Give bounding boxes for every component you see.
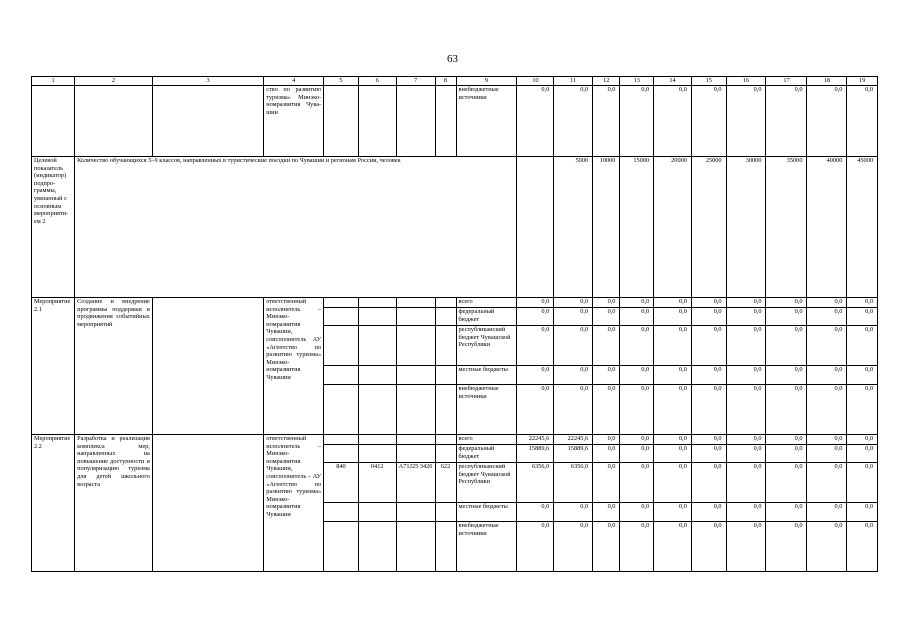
value-cell: 0,0 <box>847 298 878 308</box>
value-cell: 0,0 <box>554 385 593 435</box>
value-cell: 0,0 <box>691 435 726 445</box>
empty-cell <box>396 326 435 366</box>
column-number: 16 <box>726 77 766 86</box>
value-cell: 22245,6 <box>517 435 554 445</box>
column-number: 3 <box>152 77 263 86</box>
column-number: 2 <box>75 77 153 86</box>
column-number: 19 <box>847 77 878 86</box>
value-cell: 0,0 <box>517 366 554 385</box>
column-number: 9 <box>456 77 517 86</box>
value-cell: 0,0 <box>766 308 807 326</box>
value-cell: 0,0 <box>807 86 847 157</box>
empty-cell <box>396 385 435 435</box>
value-cell: 0,0 <box>620 298 654 308</box>
empty-cell <box>324 385 359 435</box>
value-cell: 0,0 <box>554 298 593 308</box>
empty-cell <box>396 522 435 572</box>
value-cell: 0,0 <box>654 435 692 445</box>
value-cell: 0,0 <box>847 86 878 157</box>
empty-cell <box>517 157 554 298</box>
value-cell: 0,0 <box>554 326 593 366</box>
column-number: 14 <box>654 77 692 86</box>
measure-name: Мероприятие 2.1 <box>32 298 75 435</box>
value-cell: 0,0 <box>554 503 593 522</box>
value-cell: 0,0 <box>691 385 726 435</box>
value-cell: 0,0 <box>807 522 847 572</box>
value-cell: 0,0 <box>593 385 620 435</box>
code-cell: А71J25 3420 <box>396 463 435 503</box>
empty-cell <box>396 445 435 463</box>
value-cell: 0,0 <box>726 326 766 366</box>
value-cell: 0,0 <box>807 385 847 435</box>
value-cell: 0,0 <box>654 385 692 435</box>
empty-cell <box>358 385 396 435</box>
empty-cell <box>324 298 359 308</box>
value-cell: 0,0 <box>847 445 878 463</box>
value-cell: 0,0 <box>766 463 807 503</box>
value-cell: 0,0 <box>593 522 620 572</box>
code-cell: 622 <box>435 463 456 503</box>
table-row <box>32 435 878 445</box>
indicator-value: 5000 <box>554 157 593 298</box>
empty-cell <box>396 298 435 308</box>
empty-cell <box>324 522 359 572</box>
empty-cell <box>358 522 396 572</box>
source-cell: внебюджетные источники <box>456 522 517 572</box>
code-cell: 0412 <box>358 463 396 503</box>
empty-cell <box>396 86 435 157</box>
value-cell: 0,0 <box>766 86 807 157</box>
value-cell: 0,0 <box>691 366 726 385</box>
value-cell: 0,0 <box>691 298 726 308</box>
column-number: 5 <box>324 77 359 86</box>
indicator-value: 15000 <box>620 157 654 298</box>
value-cell: 0,0 <box>847 435 878 445</box>
empty-cell <box>358 366 396 385</box>
empty-cell <box>324 326 359 366</box>
indicator-row <box>32 157 878 298</box>
value-cell: 0,0 <box>620 445 654 463</box>
value-cell: 0,0 <box>620 463 654 503</box>
column-number: 17 <box>766 77 807 86</box>
value-cell: 0,0 <box>620 503 654 522</box>
value-cell: 0,0 <box>726 522 766 572</box>
empty-cell <box>358 503 396 522</box>
source-cell: республиканский бюджет Чувашской Республики <box>456 326 517 366</box>
source-cell: федеральный бюджет <box>456 308 517 326</box>
value-cell: 0,0 <box>766 326 807 366</box>
source-cell: федеральный бюджет <box>456 445 517 463</box>
value-cell: 0,0 <box>620 366 654 385</box>
value-cell: 0,0 <box>691 445 726 463</box>
column-number: 13 <box>620 77 654 86</box>
value-cell: 0,0 <box>766 385 807 435</box>
code-cell: 840 <box>324 463 359 503</box>
value-cell: 0,0 <box>726 86 766 157</box>
value-cell: 0,0 <box>593 86 620 157</box>
empty-cell <box>435 308 456 326</box>
value-cell: 0,0 <box>766 445 807 463</box>
empty-cell <box>358 308 396 326</box>
value-cell: 0,0 <box>593 298 620 308</box>
value-cell: 15889,6 <box>554 445 593 463</box>
empty-cell <box>152 298 263 435</box>
value-cell: 0,0 <box>517 385 554 435</box>
source-cell: местные бюджеты <box>456 366 517 385</box>
value-cell: 0,0 <box>517 503 554 522</box>
value-cell: 0,0 <box>554 308 593 326</box>
value-cell: 6356,0 <box>517 463 554 503</box>
value-cell: 0,0 <box>847 522 878 572</box>
source-cell: внебюджетные источники <box>456 86 517 157</box>
empty-cell <box>435 385 456 435</box>
empty-cell <box>75 86 153 157</box>
value-cell: 0,0 <box>654 463 692 503</box>
value-cell: 0,0 <box>847 503 878 522</box>
value-cell: 0,0 <box>807 445 847 463</box>
empty-cell <box>152 86 263 157</box>
measure-description: Создание и внедрение программы поддержки и продвижения событийных мероприятий <box>75 298 153 435</box>
indicator-value: 20000 <box>654 157 692 298</box>
value-cell: 0,0 <box>726 308 766 326</box>
column-number: 1 <box>32 77 75 86</box>
value-cell: 0,0 <box>654 503 692 522</box>
value-cell: 0,0 <box>654 298 692 308</box>
value-cell: 0,0 <box>726 366 766 385</box>
column-number: 12 <box>593 77 620 86</box>
empty-cell <box>396 366 435 385</box>
value-cell: 0,0 <box>766 366 807 385</box>
value-cell: 0,0 <box>807 326 847 366</box>
column-number: 8 <box>435 77 456 86</box>
value-cell: 0,0 <box>691 326 726 366</box>
value-cell: 0,0 <box>593 445 620 463</box>
value-cell: 0,0 <box>593 308 620 326</box>
value-cell: 0,0 <box>620 86 654 157</box>
value-cell: 0,0 <box>517 522 554 572</box>
column-number: 18 <box>807 77 847 86</box>
value-cell: 0,0 <box>691 86 726 157</box>
empty-cell <box>32 86 75 157</box>
indicator-text: Количество обучающихся 5–9 классов, направленных в туристические поездки по Чувашии и регионам России, человек <box>75 157 517 298</box>
indicator-value: 40000 <box>807 157 847 298</box>
value-cell: 0,0 <box>807 503 847 522</box>
value-cell: 0,0 <box>620 522 654 572</box>
value-cell: 0,0 <box>766 435 807 445</box>
column-number: 10 <box>517 77 554 86</box>
value-cell: 0,0 <box>691 463 726 503</box>
empty-cell <box>324 308 359 326</box>
value-cell: 0,0 <box>726 463 766 503</box>
value-cell: 0,0 <box>847 326 878 366</box>
column-number-row <box>32 77 878 86</box>
value-cell: 0,0 <box>807 435 847 445</box>
empty-cell <box>358 326 396 366</box>
source-cell: всего <box>456 435 517 445</box>
indicator-value: 35000 <box>766 157 807 298</box>
empty-cell <box>358 86 396 157</box>
empty-cell <box>324 86 359 157</box>
continued-row <box>32 86 878 157</box>
value-cell: 0,0 <box>554 366 593 385</box>
source-cell: внебюджетные источники <box>456 385 517 435</box>
value-cell: 0,0 <box>766 298 807 308</box>
empty-cell <box>358 445 396 463</box>
empty-cell <box>324 435 359 445</box>
column-number: 15 <box>691 77 726 86</box>
source-cell: местные бюджеты <box>456 503 517 522</box>
value-cell: 0,0 <box>654 86 692 157</box>
value-cell: 0,0 <box>654 522 692 572</box>
value-cell: 22245,6 <box>554 435 593 445</box>
value-cell: 0,0 <box>593 366 620 385</box>
value-cell: 0,0 <box>654 326 692 366</box>
value-cell: 0,0 <box>554 86 593 157</box>
value-cell: 0,0 <box>691 503 726 522</box>
empty-cell <box>435 522 456 572</box>
empty-cell <box>435 326 456 366</box>
value-cell: 0,0 <box>517 308 554 326</box>
value-cell: 0,0 <box>517 326 554 366</box>
value-cell: 0,0 <box>847 366 878 385</box>
empty-cell <box>435 86 456 157</box>
source-cell: республиканский бюджет Чувашской Республики <box>456 463 517 503</box>
empty-cell <box>324 445 359 463</box>
empty-cell <box>358 298 396 308</box>
value-cell: 0,0 <box>593 463 620 503</box>
value-cell: 0,0 <box>766 522 807 572</box>
empty-cell <box>435 298 456 308</box>
source-cell: всего <box>456 298 517 308</box>
value-cell: 6356,0 <box>554 463 593 503</box>
executor-cell: ответственный исполнитель – Минэкономразвития Чувашии, соисполнитель АУ «Агентство по развитию туризма» Минэкономразвития Чувашии <box>264 298 324 435</box>
empty-cell <box>435 503 456 522</box>
value-cell: 0,0 <box>654 445 692 463</box>
value-cell: 0,0 <box>766 503 807 522</box>
value-cell: 0,0 <box>847 385 878 435</box>
value-cell: 0,0 <box>691 522 726 572</box>
column-number: 7 <box>396 77 435 86</box>
value-cell: 0,0 <box>726 445 766 463</box>
value-cell: 0,0 <box>620 435 654 445</box>
value-cell: 0,0 <box>807 308 847 326</box>
value-cell: 0,0 <box>620 326 654 366</box>
indicator-value: 45000 <box>847 157 878 298</box>
empty-cell <box>435 366 456 385</box>
value-cell: 0,0 <box>554 522 593 572</box>
value-cell: 0,0 <box>691 308 726 326</box>
empty-cell <box>435 445 456 463</box>
value-cell: 0,0 <box>517 298 554 308</box>
column-number: 4 <box>264 77 324 86</box>
value-cell: 0,0 <box>593 435 620 445</box>
table-row <box>32 298 878 308</box>
column-number: 6 <box>358 77 396 86</box>
empty-cell <box>152 435 263 572</box>
value-cell: 0,0 <box>726 385 766 435</box>
value-cell: 0,0 <box>620 308 654 326</box>
value-cell: 0,0 <box>654 366 692 385</box>
value-cell: 0,0 <box>517 86 554 157</box>
value-cell: 0,0 <box>593 503 620 522</box>
empty-cell <box>396 435 435 445</box>
empty-cell <box>324 366 359 385</box>
indicator-value: 30000 <box>726 157 766 298</box>
indicator-label: Целевой показатель (индикатор) подпрограммы, увязанный с основным мероприятием 2 <box>32 157 75 298</box>
indicator-value: 10000 <box>593 157 620 298</box>
value-cell: 0,0 <box>726 298 766 308</box>
value-cell: 0,0 <box>726 503 766 522</box>
executor-cell: ответственный исполнитель – Минэкономразвития Чувашии, соисполнитель – АУ «Агентство по развитию туризма» Минэкономразвития Чувашии <box>264 435 324 572</box>
measure-name: Мероприятие 2.2 <box>32 435 75 572</box>
budget-table <box>31 76 878 572</box>
page-number: 63 <box>447 53 458 65</box>
empty-cell <box>396 503 435 522</box>
empty-cell <box>358 435 396 445</box>
value-cell: 0,0 <box>807 366 847 385</box>
value-cell: 0,0 <box>847 308 878 326</box>
value-cell: 0,0 <box>847 463 878 503</box>
value-cell: 15889,6 <box>517 445 554 463</box>
empty-cell <box>435 435 456 445</box>
value-cell: 0,0 <box>620 385 654 435</box>
empty-cell <box>396 308 435 326</box>
empty-cell <box>324 503 359 522</box>
value-cell: 0,0 <box>807 463 847 503</box>
value-cell: 0,0 <box>654 308 692 326</box>
measure-description: Разработка и реализация комплекса мер, направленных на повышение доступности и популяризацию туризма для детей школьного возраста <box>75 435 153 572</box>
indicator-value: 25000 <box>691 157 726 298</box>
executor-cell: ство по развитию туризма» Минэкономразвития Чувашии <box>264 86 324 157</box>
value-cell: 0,0 <box>807 298 847 308</box>
value-cell: 0,0 <box>726 435 766 445</box>
column-number: 11 <box>554 77 593 86</box>
value-cell: 0,0 <box>593 326 620 366</box>
